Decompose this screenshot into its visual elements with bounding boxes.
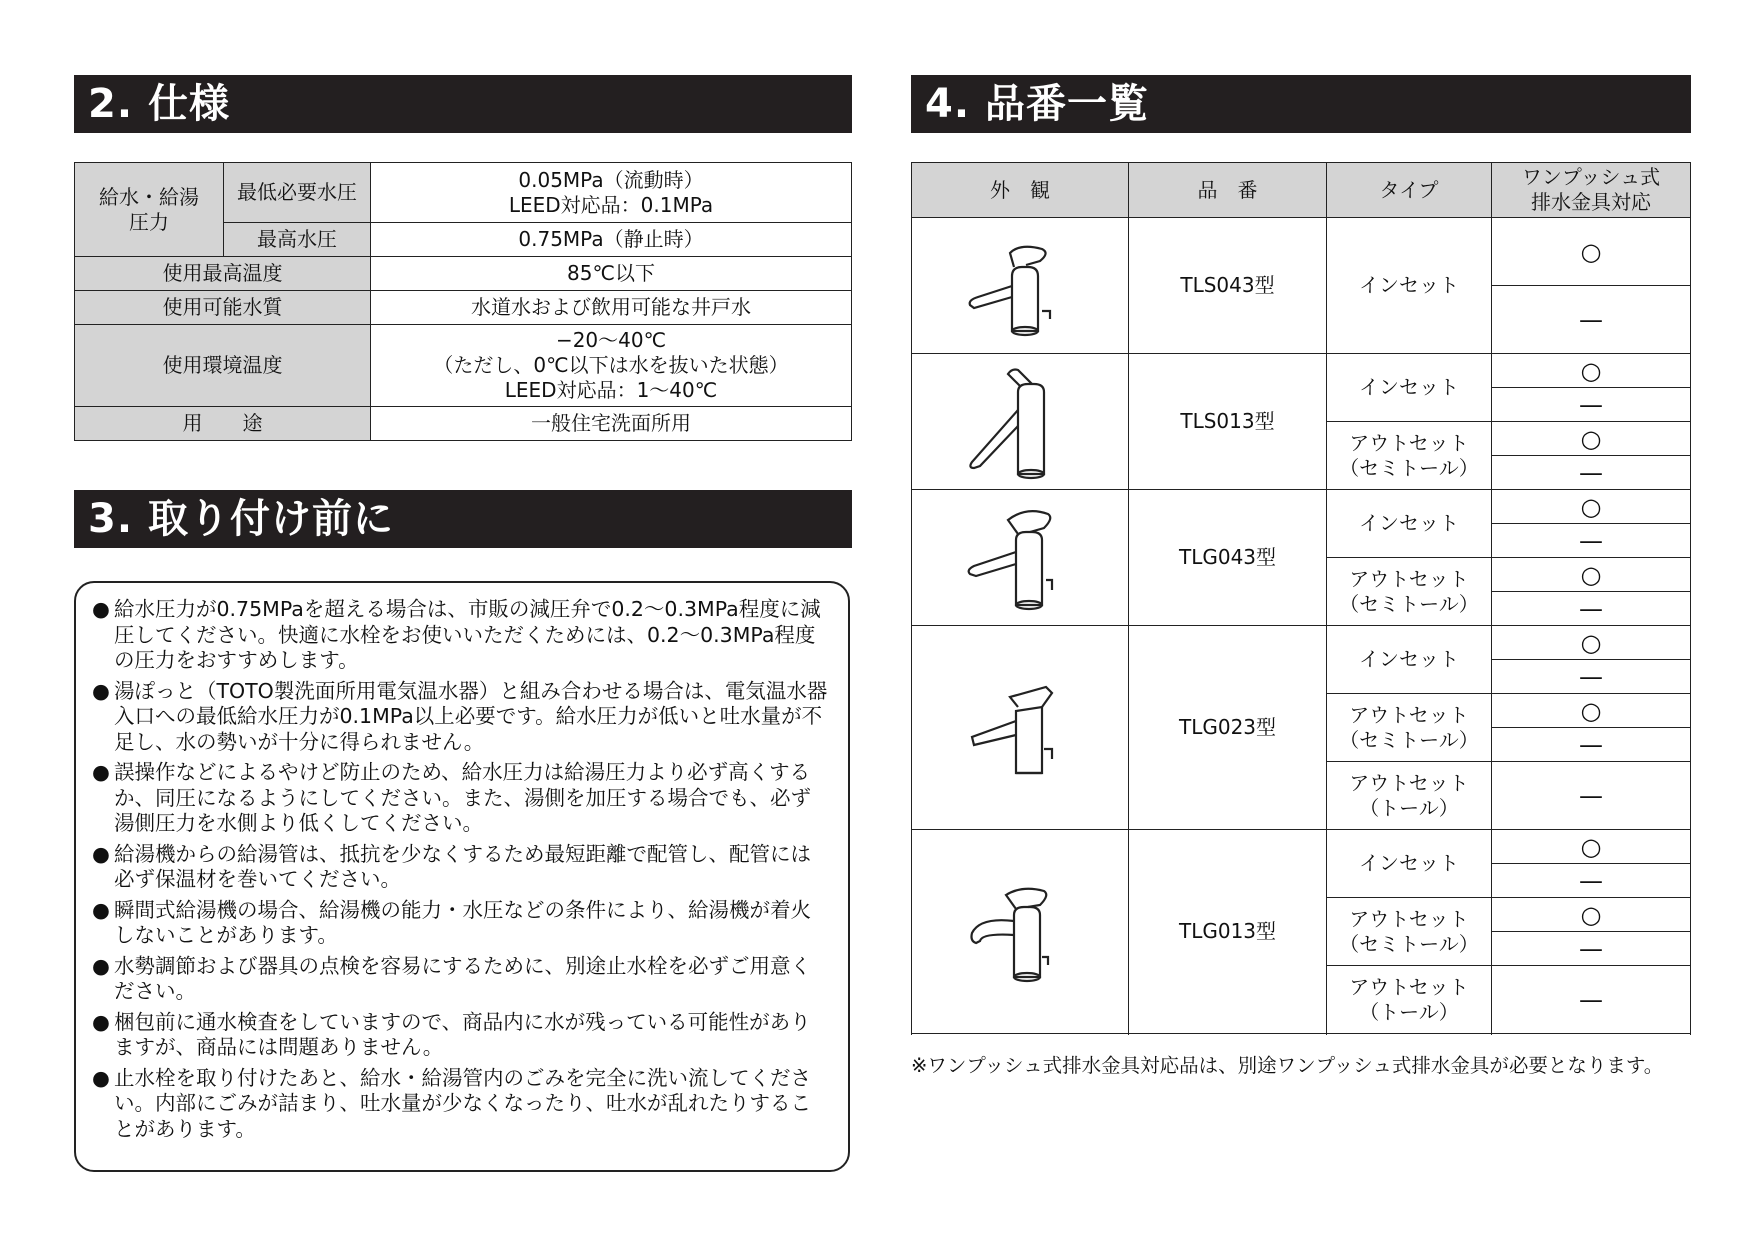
install-notes-box [74,581,850,1172]
onepush-yes: ○ [1492,354,1691,388]
type-cell: インセット [1327,354,1492,422]
type-cell: インセット [1327,830,1492,898]
type-cell: インセット [1327,626,1492,694]
onepush-yes: ○ [1492,898,1691,932]
env-temp-label: 使用環境温度 [75,325,371,407]
onepush-no: — [1492,660,1691,694]
onepush-no: — [1492,388,1691,422]
max-pressure-label: 最高水圧 [224,223,371,257]
note-item: ● 給水圧力が0.75MPaを超える場合は、市販の減圧弁で0.2〜0.3MPa程度に減圧してください。快適に水栓をお使いいただくためには、0.2〜0.3MPa程度の圧力をおすすめします。 [92,597,821,672]
faucet-image [912,490,1129,626]
onepush-no: — [1492,524,1691,558]
faucet-image [912,218,1129,354]
faucet-icon [960,362,1080,482]
faucet-icon [960,877,1080,987]
note-item: ● 梱包前に通水検査をしていますので、商品内に水が残っている可能性がありますが、商品には問題ありません。 [92,1009,811,1059]
spec-table [74,162,852,441]
onepush-no: — [1492,592,1691,626]
note-item: ● 瞬間式給湯機の場合、給湯機の能力・水圧などの条件により、給湯機が着火しないことがあります。 [92,897,811,947]
type-cell: アウトセット （セミトール） [1327,422,1492,490]
section-title-spec: 2. 仕様 [74,75,852,133]
water-quality-label: 使用可能水質 [75,291,371,325]
faucet-image [912,830,1129,1034]
section-title-before-install: 3. 取り付け前に [74,490,852,548]
part-number-cell: TLG043型 [1129,490,1327,626]
part-number-cell: TLG013型 [1129,830,1327,1034]
type-cell: インセット [1327,218,1492,354]
onepush-yes: ○ [1492,218,1691,286]
max-temp-label: 使用最高温度 [75,257,371,291]
note-item: ● 水勢調節および器具の点検を容易にするために、別途止水栓を必ずご用意ください。 [92,953,811,1003]
type-cell: アウトセット （セミトール） [1327,694,1492,762]
max-pressure-value: 0.75MPa（静止時） [371,223,852,257]
header-onepush: ワンプッシュ式 排水金具対応 [1492,163,1691,218]
onepush-no: — [1492,762,1691,830]
min-pressure-value: 0.05MPa（流動時） LEED対応品：0.1MPa [371,163,852,223]
onepush-no: — [1492,456,1691,490]
part-number-table [911,162,1691,1034]
onepush-yes: ○ [1492,830,1691,864]
note-item: ● 止水栓を取り付けたあと、給水・給湯管内のごみを完全に洗い流してください。内部にごみが詰まり、吐水量が少なくなったり、吐水が乱れたりすることがあります。 [92,1065,811,1141]
note-item: ● 誤操作などによるやけど防止のため、給水圧力は給湯圧力より必ず高くするか、同圧になるようにしてください。また、湯側を加圧する場合でも、必ず湯側圧力を水側より低くしてください。 [92,760,811,835]
type-cell: アウトセット （セミトール） [1327,898,1492,966]
type-cell: アウトセット （トール） [1327,966,1492,1034]
part-number-cell: TLS013型 [1129,354,1327,490]
part-number-cell: TLG023型 [1129,626,1327,830]
onepush-yes: ○ [1492,490,1691,524]
header-part-number: 品 番 [1129,163,1327,218]
faucet-icon [960,231,1080,341]
faucet-image [912,354,1129,490]
faucet-image [912,626,1129,830]
note-item: ● 湯ぽっと（TOTO製洗面所用電気温水器）と組み合わせる場合は、電気温水器入口への最低給水圧力が0.1MPa以上必要です。給水圧力が低いと吐水量が不足し、水の勢いが十分に得られません。 [92,678,828,754]
footnote: ※ワンプッシュ式排水金具対応品は、別途ワンプッシュ式排水金具が必要となります。 [911,1054,1664,1077]
pressure-group-label: 給水・給湯 圧力 [75,163,224,257]
min-pressure-label: 最低必要水圧 [224,163,371,223]
onepush-no: — [1492,286,1691,354]
type-cell: アウトセット （セミトール） [1327,558,1492,626]
env-temp-value: −20〜40℃ （ただし、0℃以下は水を抜いた状態） LEED対応品：1〜40℃ [371,325,852,407]
part-number-cell: TLS043型 [1129,218,1327,354]
onepush-yes: ○ [1492,694,1691,728]
header-appearance: 外 観 [912,163,1129,218]
type-cell: インセット [1327,490,1492,558]
max-temp-value: 85℃以下 [371,257,852,291]
faucet-icon [960,500,1080,615]
section-title-part-list: 4. 品番一覧 [911,75,1691,133]
note-item: ● 給湯機からの給湯管は、抵抗を少なくするため最短距離で配管し、配管には必ず保温材を巻いてください。 [92,841,811,891]
water-quality-value: 水道水および飲用可能な井戸水 [371,291,852,325]
usage-value: 一般住宅洗面所用 [371,407,852,441]
header-type: タイプ [1327,163,1492,218]
onepush-no: — [1492,728,1691,762]
type-cell: アウトセット （トール） [1327,762,1492,830]
onepush-yes: ○ [1492,626,1691,660]
onepush-yes: ○ [1492,558,1691,592]
onepush-no: — [1492,966,1691,1034]
onepush-no: — [1492,932,1691,966]
usage-label: 用 途 [75,407,371,441]
onepush-no: — [1492,864,1691,898]
faucet-icon [960,673,1080,783]
onepush-yes: ○ [1492,422,1691,456]
